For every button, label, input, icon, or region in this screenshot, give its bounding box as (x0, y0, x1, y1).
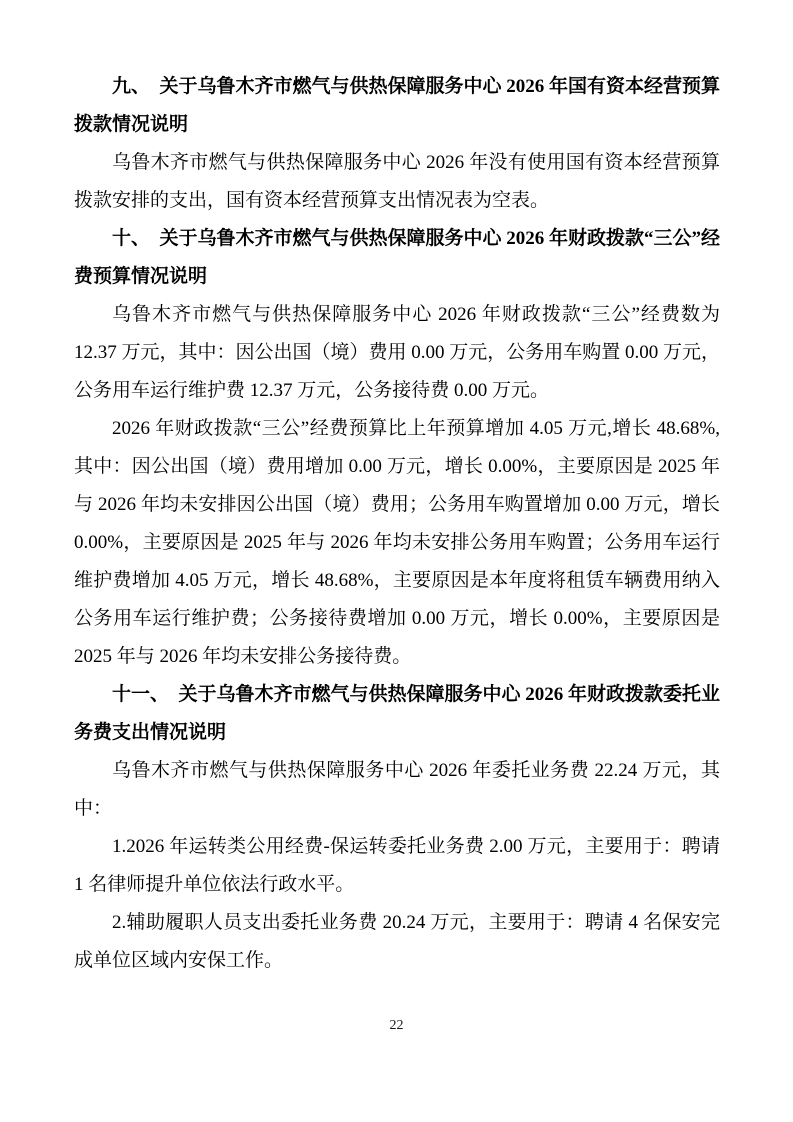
section-11-heading: 十一、 关于乌鲁木齐市燃气与供热保障服务中心 2026 年财政拨款委托业务费支出情况说明 (74, 684, 721, 743)
section-11-paragraph-2: 1.2026 年运转类公用经费-保运转委托业务费 2.00 万元，主要用于：聘请 1 名律师提升单位依法行政水平。 (74, 836, 720, 895)
document-body (74, 68, 720, 980)
page-number: 22 (389, 1018, 404, 1033)
section-10-paragraph-2: 2026 年财政拨款“三公”经费预算比上年预算增加 4.05 万元,增长 48.68%,其中：因公出国（境）费用增加 0.00 万元，增长 0.00%，主要原因是 2025 年与 2026 年均未安排因公出国（境）费用；公务用车购置增加 0.00 万元，增长 0.00%，主要原因是 2025 年与 2026 年均未安排公务用车购置；公务用车运行维护费增加 4.05 万元，增长 48.68%，主要原因是本年度将租赁车辆费用纳入公务用车运行维护费；公务接待费增加 0.00 万元，增长 0.00%，主要原因是 2025 年与 2026 年均未安排公务接待费。 (74, 418, 720, 667)
section-11-paragraph-3: 2.辅助履职人员支出委托业务费 20.24 万元，主要用于：聘请 4 名保安完成单位区域内安保工作。 (74, 912, 720, 971)
section-9-paragraph-1: 乌鲁木齐市燃气与供热保障服务中心 2026 年没有使用国有资本经营预算拨款安排的支出，国有资本经营预算支出情况表为空表。 (74, 152, 720, 211)
section-9-heading: 九、 关于乌鲁木齐市燃气与供热保障服务中心 2026 年国有资本经营预算拨款情况说明 (74, 76, 721, 135)
section-10-paragraph-1: 乌鲁木齐市燃气与供热保障服务中心 2026 年财政拨款“三公”经费数为 12.37 万元，其中：因公出国（境）费用 0.00 万元，公务用车购置 0.00 万元，公务用车运行维护费 12.37 万元，公务接待费 0.00 万元。 (74, 304, 721, 401)
section-10-heading: 十、 关于乌鲁木齐市燃气与供热保障服务中心 2026 年财政拨款“三公”经费预算情况说明 (74, 228, 721, 287)
section-11-paragraph-1: 乌鲁木齐市燃气与供热保障服务中心 2026 年委托业务费 22.24 万元，其中： (74, 760, 720, 819)
